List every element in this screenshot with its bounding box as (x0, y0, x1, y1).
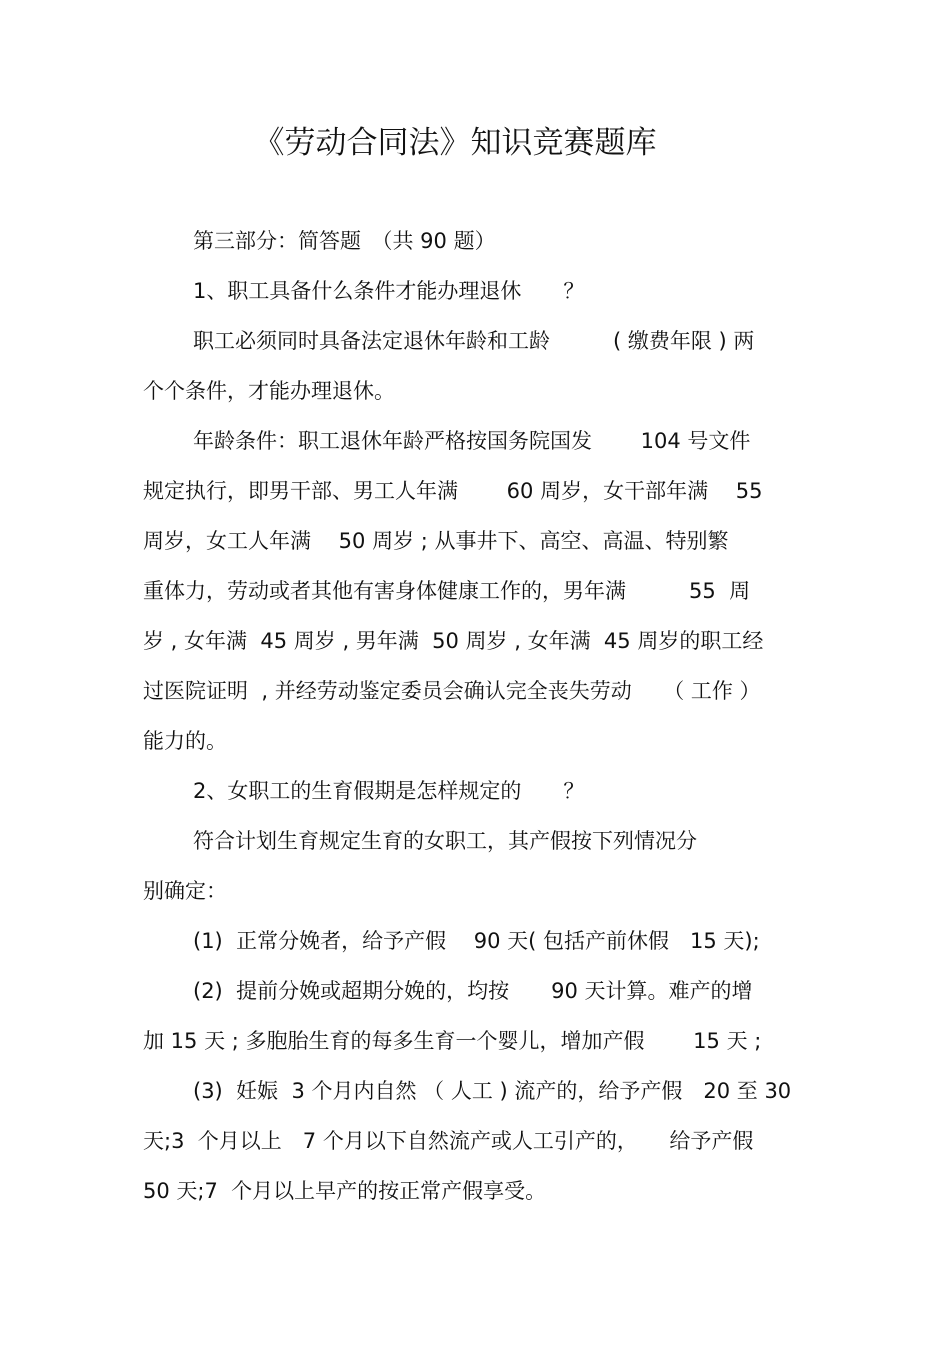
answer-line: 别确定： (143, 879, 227, 903)
list-item: (2) 提前分娩或超期分娩的，均按 90 天计算。难产的增 (193, 979, 753, 1003)
answer-line: 规定执行，即男干部、男工人年满 60 周岁，女干部年满 55 (143, 479, 763, 503)
list-item: (1) 正常分娩者，给予产假 90 天( 包括产前休假 15 天); (193, 929, 760, 953)
document-title: 《劳动合同法》知识竞赛题库 (253, 125, 657, 161)
list-item-continuation: 天;3 个月以上 7 个月以下自然流产或人工引产的， 给予产假 (143, 1129, 754, 1153)
section-heading: 第三部分：简答题 （共 90 题） (193, 229, 496, 253)
answer-line: 符合计划生育规定生育的女职工，其产假按下列情况分 (193, 829, 697, 853)
answer-line: 周岁，女工人年满 50 周岁 ; 从事井下、高空、高温、特别繁 (143, 529, 729, 553)
list-item: (3) 妊娠 3 个月内自然 （ 人工 ) 流产的，给予产假 20 至 30 (193, 1079, 792, 1103)
list-item-continuation: 加 15 天 ; 多胞胎生育的每多生育一个婴儿，增加产假 15 天 ; (143, 1029, 762, 1053)
answer-line: 年龄条件：职工退休年龄严格按国务院国发 104 号文件 (193, 429, 751, 453)
answer-line: 能力的。 (143, 729, 227, 753)
answer-line: 岁 , 女年满 45 周岁 , 男年满 50 周岁 , 女年满 45 周岁的职工经 (143, 629, 764, 653)
question-1: 1、职工具备什么条件才能办理退休 ？ (193, 279, 585, 303)
answer-line: 职工必须同时具备法定退休年龄和工龄 ( 缴费年限 ) 两 (193, 329, 755, 353)
answer-line: 个个条件，才能办理退休。 (143, 379, 395, 403)
list-item-continuation: 50 天;7 个月以上早产的按正常产假享受。 (143, 1179, 547, 1203)
answer-line: 过医院证明 , 并经劳动鉴定委员会确认完全丧失劳动 （ 工作 ） (143, 679, 761, 703)
question-2: 2、女职工的生育假期是怎样规定的 ？ (193, 779, 585, 803)
answer-line: 重体力，劳动或者其他有害身体健康工作的，男年满 55 周 (143, 579, 751, 603)
